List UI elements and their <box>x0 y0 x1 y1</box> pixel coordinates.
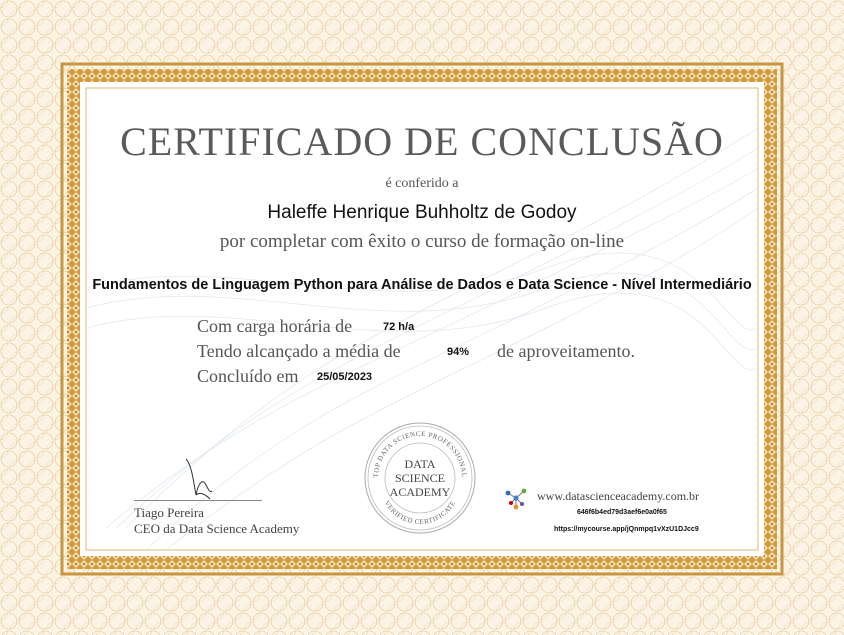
average-suffix: de aproveitamento. <box>497 341 635 361</box>
signatory-name: Tiago Pereira <box>134 505 204 520</box>
academy-logo-icon <box>503 485 529 511</box>
average-label: Tendo alcançado a média de <box>197 341 401 361</box>
academy-seal <box>362 420 478 536</box>
seal-line2: SCIENCE <box>394 471 446 485</box>
recipient-name: Haleffe Henrique Buhholtz de Godoy <box>267 202 577 223</box>
completed-date: 25/05/2023 <box>317 371 373 383</box>
seal-top-text: TOP DATA SCIENCE PROFESSIONAL <box>371 429 469 478</box>
course-verification-link[interactable]: https://mycourse.app/jQnmpq1vXzU1DJcc9 <box>554 526 699 533</box>
course-name: Fundamentos de Linguagem Python para Análise de Dados e Data Science - Nível Intermediário <box>92 277 752 293</box>
seal-line1: DATA <box>404 457 436 471</box>
academy-website-link[interactable]: www.datascienceacademy.com.br <box>537 489 700 503</box>
completed-label: Concluído em <box>197 366 299 386</box>
seal-line3: ACADEMY <box>389 485 451 499</box>
completion-text: por completar com êxito o curso de formação on-line <box>219 231 625 252</box>
conferred-text: é conferido a <box>385 176 459 191</box>
signature-image <box>180 455 216 501</box>
signature-line <box>134 500 262 501</box>
certificate-hash: 646f6b4ed79d3aef6e0a0f65 <box>577 509 667 516</box>
workload-value: 72 h/a <box>383 321 415 333</box>
certificate-title: CERTIFICADO DE CONCLUSÃO <box>120 119 724 164</box>
workload-label: Com carga horária de <box>197 316 353 336</box>
seal-bottom-text: VERIFIED CERTIFICATE <box>382 499 458 527</box>
average-value: 94% <box>447 346 470 358</box>
signatory-role: CEO da Data Science Academy <box>134 521 300 536</box>
